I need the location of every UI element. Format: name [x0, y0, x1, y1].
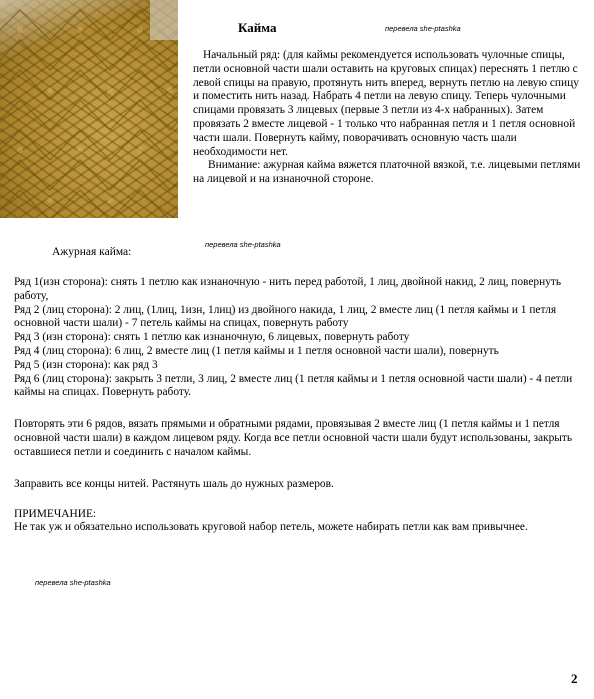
intro-paragraph-warning: Внимание: ажурная кайма вяжется платочной вязкой, т.е. лицевыми петлями на лицевой и на изнаночной стороне. — [193, 159, 581, 186]
translator-credit: перевела she-ptashka — [385, 24, 461, 33]
row-instruction: Ряд 6 (лиц сторона): закрыть 3 петли, 3 лиц, 2 вместе лиц (1 петля каймы и 1 петля основной части шали) - 4 петли каймы на спицах. Повернуть работу. — [14, 372, 573, 399]
row-instruction: Ряд 1(изн сторона): снять 1 петлю как изнаночную - нить перед работой, 1 лиц, двойной накид, 2 лиц, повернуть работу, — [14, 276, 562, 302]
intro-text — [193, 49, 585, 187]
row-instruction: Ряд 2 (лиц сторона): 2 лиц, (1лиц, 1изн, 1лиц) из двойного накида, 1 лиц, 2 вместе лиц (1 петля каймы и 1 петля основной части шали) - 7 петель каймы на спицах, повернуть работу — [14, 303, 557, 330]
translator-credit: перевела she-ptashka — [35, 578, 111, 587]
row-instruction: Ряд 3 (изн сторона): снять 1 петлю как изнаночную, 6 лицевых, повернуть работу — [14, 331, 410, 344]
section-heading: Ажурная кайма: — [52, 246, 132, 258]
row-instructions — [14, 276, 586, 400]
page-number: 2 — [571, 671, 578, 686]
page-title: Кайма — [238, 20, 277, 35]
note-text: Не так уж и обязательно использовать круговой набор петель, можете набирать петли как вам привычнее. — [14, 521, 528, 533]
note-label: ПРИМЕЧАНИЕ: — [14, 508, 97, 520]
repeat-instructions: Повторять эти 6 рядов, вязать прямыми и обратными рядами, провязывая 2 вместе лиц (1 петля каймы и 1 петля основной части шали) в каждом лицевом ряду. Когда все петли основной части шали будут использованы, закрыть оставшиеся петли и соединить с началом каймы. — [14, 418, 573, 458]
row-instruction: Ряд 5 (изн сторона): как ряд 3 — [14, 358, 158, 371]
knitted-lace-shawl-photo — [0, 0, 178, 218]
translator-credit: перевела she-ptashka — [205, 240, 281, 249]
lace-pattern-graphic — [0, 0, 178, 218]
intro-paragraph-cast-on: Начальный ряд: (для каймы рекомендуется использовать чулочные спицы, петли основной части шали оставить на круговых спицах) переснять 1 петлю с левой спицы на правую, протянуть нить вперед, вернуть петлю на левую спицу и поместить нить назад. Набрать 4 петли на левую спицу. Теперь чулочными спицами провязать 3 лицевых (первые 3 петли из 4-х набранных). Затем провязать 2 вместе лицевой - 1 только что набранная петля и 1 петля основной части шали. Повернуть кайму, поворачивать основную часть шали необходимости нет. — [193, 49, 579, 158]
finishing-instructions: Заправить все концы нитей. Растянуть шаль до нужных размеров. — [14, 478, 334, 490]
row-instruction: Ряд 4 (лиц сторона): 6 лиц, 2 вместе лиц (1 петля каймы и 1 петля основной части шали), повернуть — [14, 344, 499, 357]
